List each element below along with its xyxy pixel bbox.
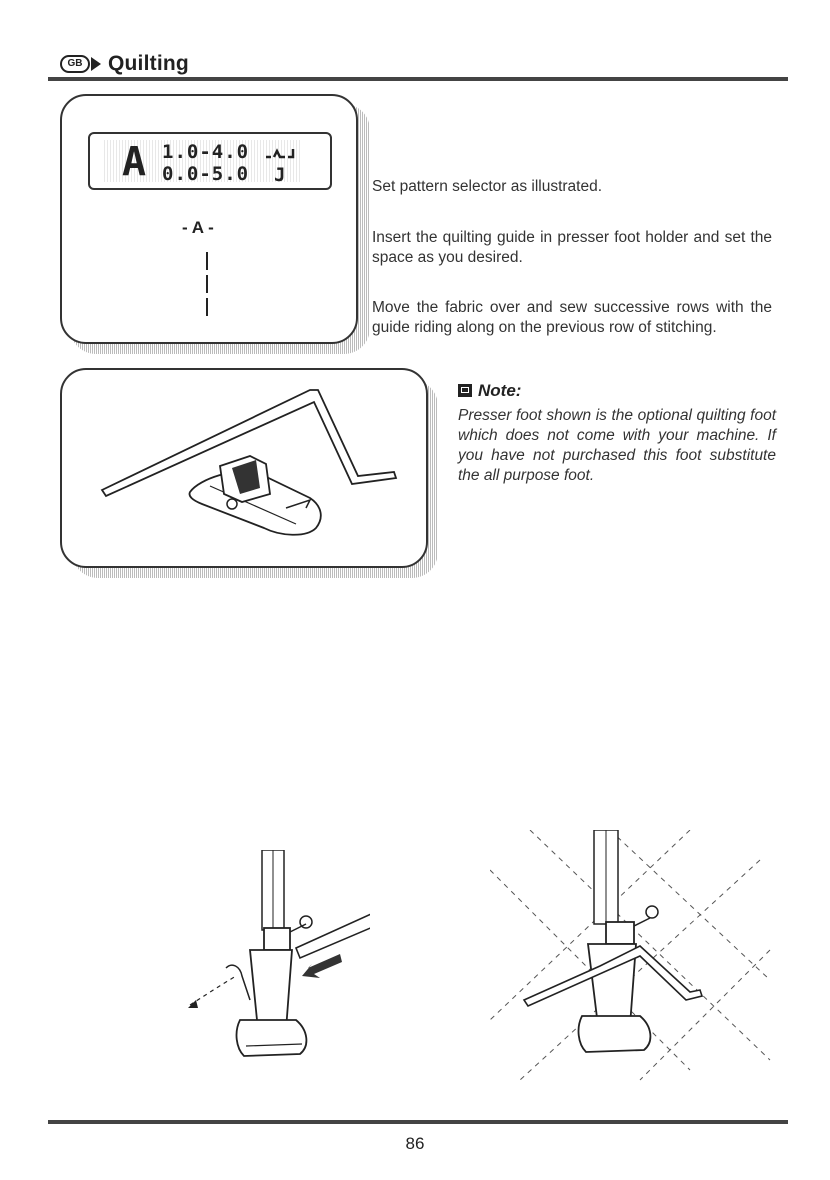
page-number: 86 [405,1134,425,1153]
badge-arrow-icon [91,57,101,71]
quilting-guide-illustration [60,368,428,568]
guide-insertion-illustration [180,850,370,1100]
instruction-3: Move the fabric over and sew successive rows with the guide riding along on the previous row of stitching. [372,299,772,336]
lcd-width-range: 1.0-4.0 [162,141,250,163]
lcd-pattern-letter: A [122,139,145,185]
header-rule [48,77,788,81]
lcd-screen [104,139,300,186]
stitch-mark [206,252,208,270]
stitch-label: - A - [182,218,214,237]
quilting-in-use-illustration [490,830,780,1100]
footer-rule [48,1120,788,1124]
language-badge: GB [60,55,90,73]
page-header [60,52,788,78]
stitch-mark [206,275,208,293]
instruction-2: Insert the quilting guide in presser foot holder and set the space as you desired. [372,229,772,266]
note-title: Note: [478,381,522,400]
stitch-mark [206,298,208,316]
lcd-foot-letter: J [274,164,286,186]
note-text: Presser foot shown is the optional quilting foot which does not come with your machine. If you have not purchased this foot substitute the all purpose foot. [458,407,776,484]
section-title: Quilting [108,52,189,75]
lcd-display [88,132,332,190]
note-icon [458,384,472,397]
instruction-1: Set pattern selector as illustrated. [372,178,603,195]
lcd-length-range: 0.0-5.0 [162,163,250,185]
straight-stitch-icon [264,146,296,160]
